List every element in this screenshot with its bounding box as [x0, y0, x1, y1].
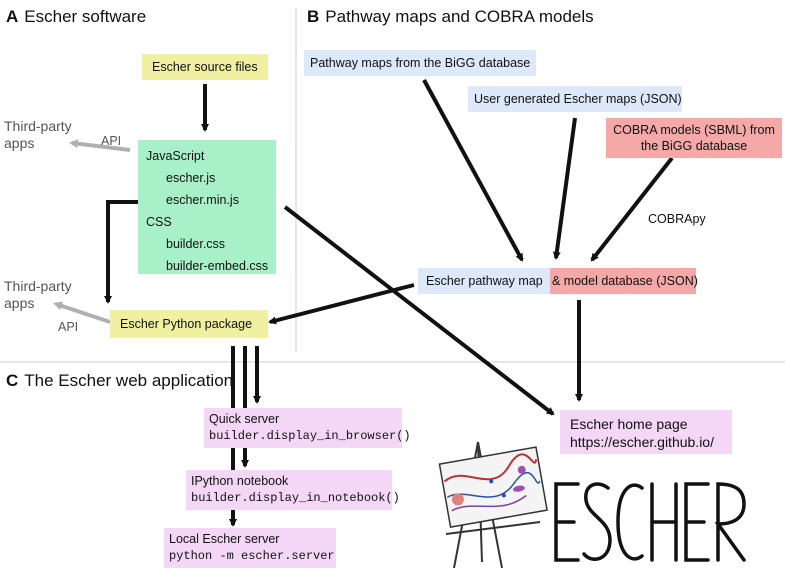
node-local-escher-server: [164, 528, 336, 568]
node-escher-python-package: [110, 310, 268, 338]
third-party-apps-1-label: Third-party apps: [4, 118, 72, 151]
api-label-1: API: [101, 134, 122, 148]
section-c-title: The Escher web application: [24, 371, 234, 390]
file-builder-embed-css: builder-embed.css: [166, 259, 269, 273]
node-cobra-models: [606, 118, 782, 158]
section-b-letter: B: [307, 7, 320, 26]
node-cobra-models-label: COBRA models (SBML) from the BiGG database: [613, 123, 775, 153]
file-escher-min-js: escher.min.js: [166, 193, 239, 207]
arrow-js-to-python: [108, 202, 138, 302]
easel-canvas: [439, 447, 547, 527]
section-a-title: Escher software: [24, 7, 147, 26]
api-label-2: API: [58, 320, 79, 334]
node-escher-python-package-label: Escher Python package: [120, 317, 253, 331]
node-map-database-left-label: Escher pathway map: [426, 274, 543, 288]
arrow-js-to-home: [285, 207, 553, 414]
node-map-database-right-label: & model database (JSON): [552, 274, 698, 288]
section-a-heading: [6, 7, 146, 27]
js-heading: JavaScript: [146, 149, 205, 163]
node-bigg-pathway-maps: [304, 50, 536, 76]
section-a-letter: A: [6, 7, 19, 26]
easel-illustration: [432, 438, 554, 570]
node-user-escher-maps: [468, 86, 682, 112]
third-party-apps-2: [4, 278, 72, 312]
node-map-database-maps: [418, 268, 552, 294]
section-b-heading: [307, 7, 594, 27]
arrow-user-to-db: [556, 118, 575, 258]
node-ipython-notebook: [186, 470, 400, 510]
node-escher-source-files: [142, 54, 268, 80]
node-js-css-files: [138, 140, 276, 274]
home-page-url[interactable]: https://escher.github.io/: [570, 434, 714, 450]
section-b-title: Pathway maps and COBRA models: [325, 7, 594, 26]
css-heading: CSS: [146, 215, 172, 229]
ipython-notebook-code: builder.display_in_notebook(): [191, 491, 400, 505]
section-c-letter: C: [6, 371, 19, 390]
node-escher-source-files-label: Escher source files: [152, 60, 258, 74]
node-map-database-models: [550, 268, 696, 294]
ipython-notebook-title: IPython notebook: [191, 474, 289, 488]
node-escher-home-page: [560, 410, 732, 454]
third-party-apps-1: [4, 118, 72, 152]
third-party-apps-2-label: Third-party apps: [4, 278, 72, 311]
section-c-heading: [6, 371, 233, 391]
cobrapy-label: COBRApy: [648, 212, 706, 226]
node-user-escher-maps-label: User generated Escher maps (JSON): [474, 92, 682, 106]
quick-server-code: builder.display_in_browser(): [209, 429, 411, 443]
local-server-code: python -m escher.server: [169, 549, 335, 563]
node-bigg-pathway-maps-label: Pathway maps from the BiGG database: [310, 56, 531, 70]
file-escher-js: escher.js: [166, 171, 216, 185]
home-page-title: Escher home page: [570, 416, 688, 432]
local-server-title: Local Escher server: [169, 532, 280, 546]
quick-server-title: Quick server: [209, 412, 280, 426]
node-quick-server: [204, 408, 411, 448]
file-builder-css: builder.css: [166, 237, 226, 251]
arrow-cobra-to-db: [592, 158, 672, 260]
escher-wordmark-logo: [552, 478, 750, 566]
